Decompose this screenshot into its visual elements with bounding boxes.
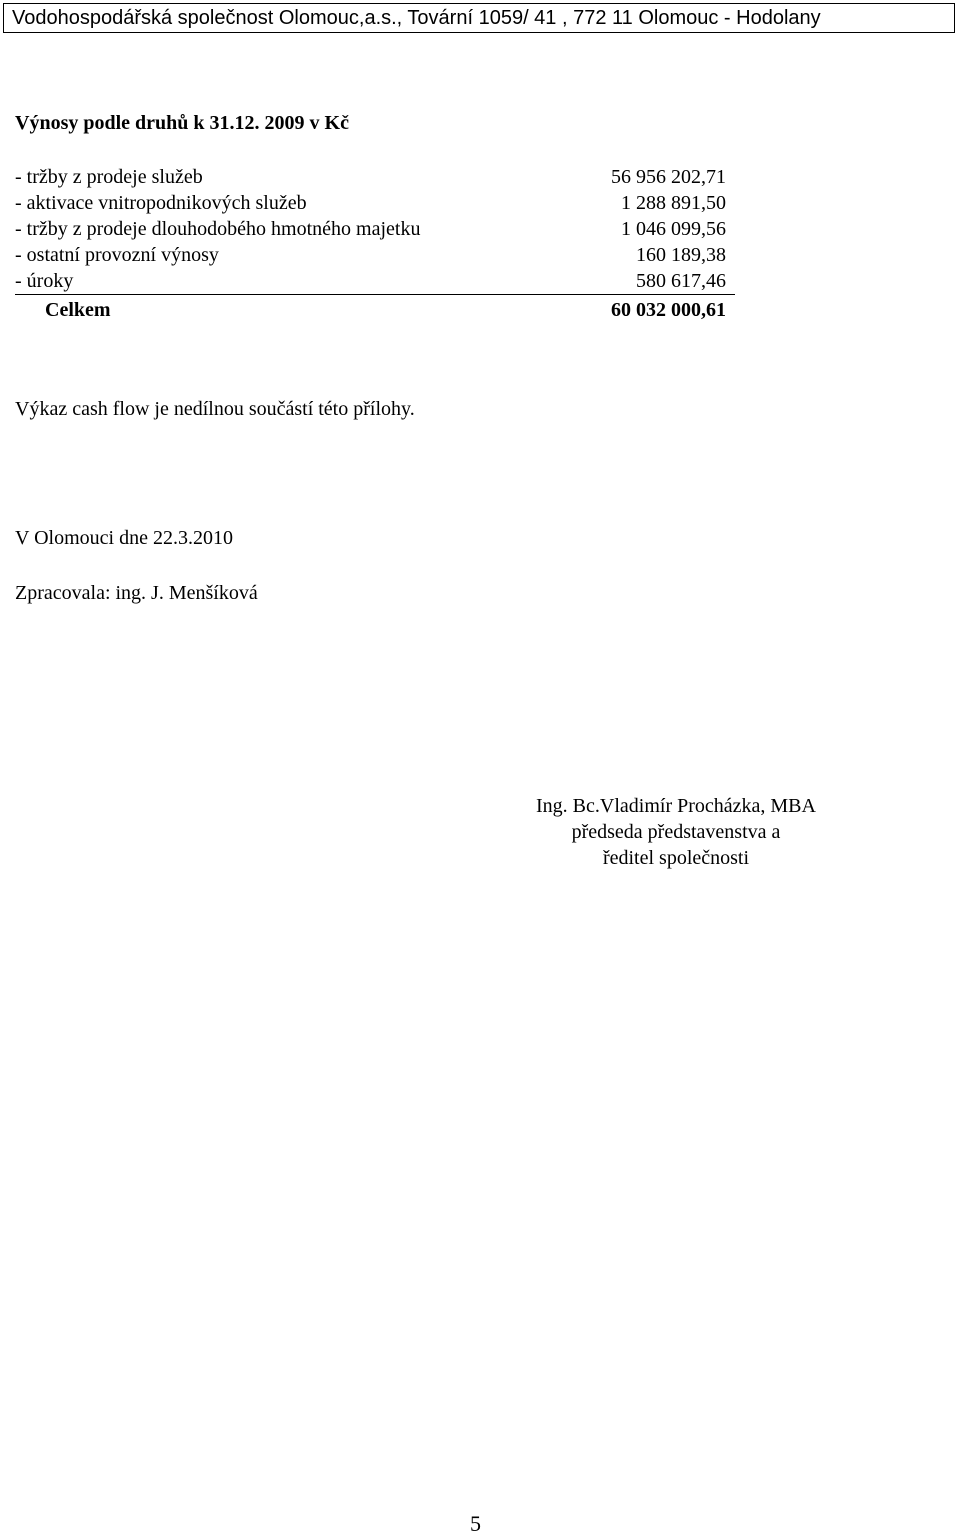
row-value: 580 617,46 [636, 270, 726, 292]
row-label: - úroky [15, 270, 74, 292]
cash-flow-note: Výkaz cash flow je nedílnou součástí této přílohy. [15, 398, 415, 420]
row-label: - tržby z prodeje služeb [15, 166, 203, 188]
row-value: 1 288 891,50 [621, 192, 726, 214]
table-row [15, 242, 735, 268]
table-row [15, 164, 735, 190]
total-row [15, 295, 735, 323]
table-row [15, 190, 735, 216]
prepared-by: Zpracovala: ing. J. Menšíková [15, 582, 258, 604]
signatory-role: ředitel společnosti [602, 847, 750, 869]
row-value: 160 189,38 [636, 244, 726, 266]
signatory-role: předseda představenstva a [571, 821, 781, 843]
row-label: - aktivace vnitropodnikových služeb [15, 192, 307, 214]
company-header: Vodohospodářská společnost Olomouc,a.s., Tovární 1059/ 41 , 772 11 Olomouc - Hodolany [3, 3, 955, 33]
signatory-name: Ing. Bc.Vladimír Procházka, MBA [536, 795, 816, 817]
signature-block [500, 793, 852, 871]
place-date: V Olomouci dne 22.3.2010 [15, 527, 233, 549]
row-label: - tržby z prodeje dlouhodobého hmotného majetku [15, 218, 421, 240]
row-value: 56 956 202,71 [611, 166, 726, 188]
row-label: - ostatní provozní výnosy [15, 244, 219, 266]
row-value: 1 046 099,56 [621, 218, 726, 240]
table-row [15, 268, 735, 295]
page-number: 5 [470, 1511, 481, 1536]
total-label: Celkem [45, 299, 111, 321]
table-row [15, 216, 735, 242]
revenue-table [15, 164, 735, 323]
total-value: 60 032 000,61 [611, 299, 726, 321]
document-title: Výnosy podle druhů k 31.12. 2009 v Kč [15, 112, 349, 134]
